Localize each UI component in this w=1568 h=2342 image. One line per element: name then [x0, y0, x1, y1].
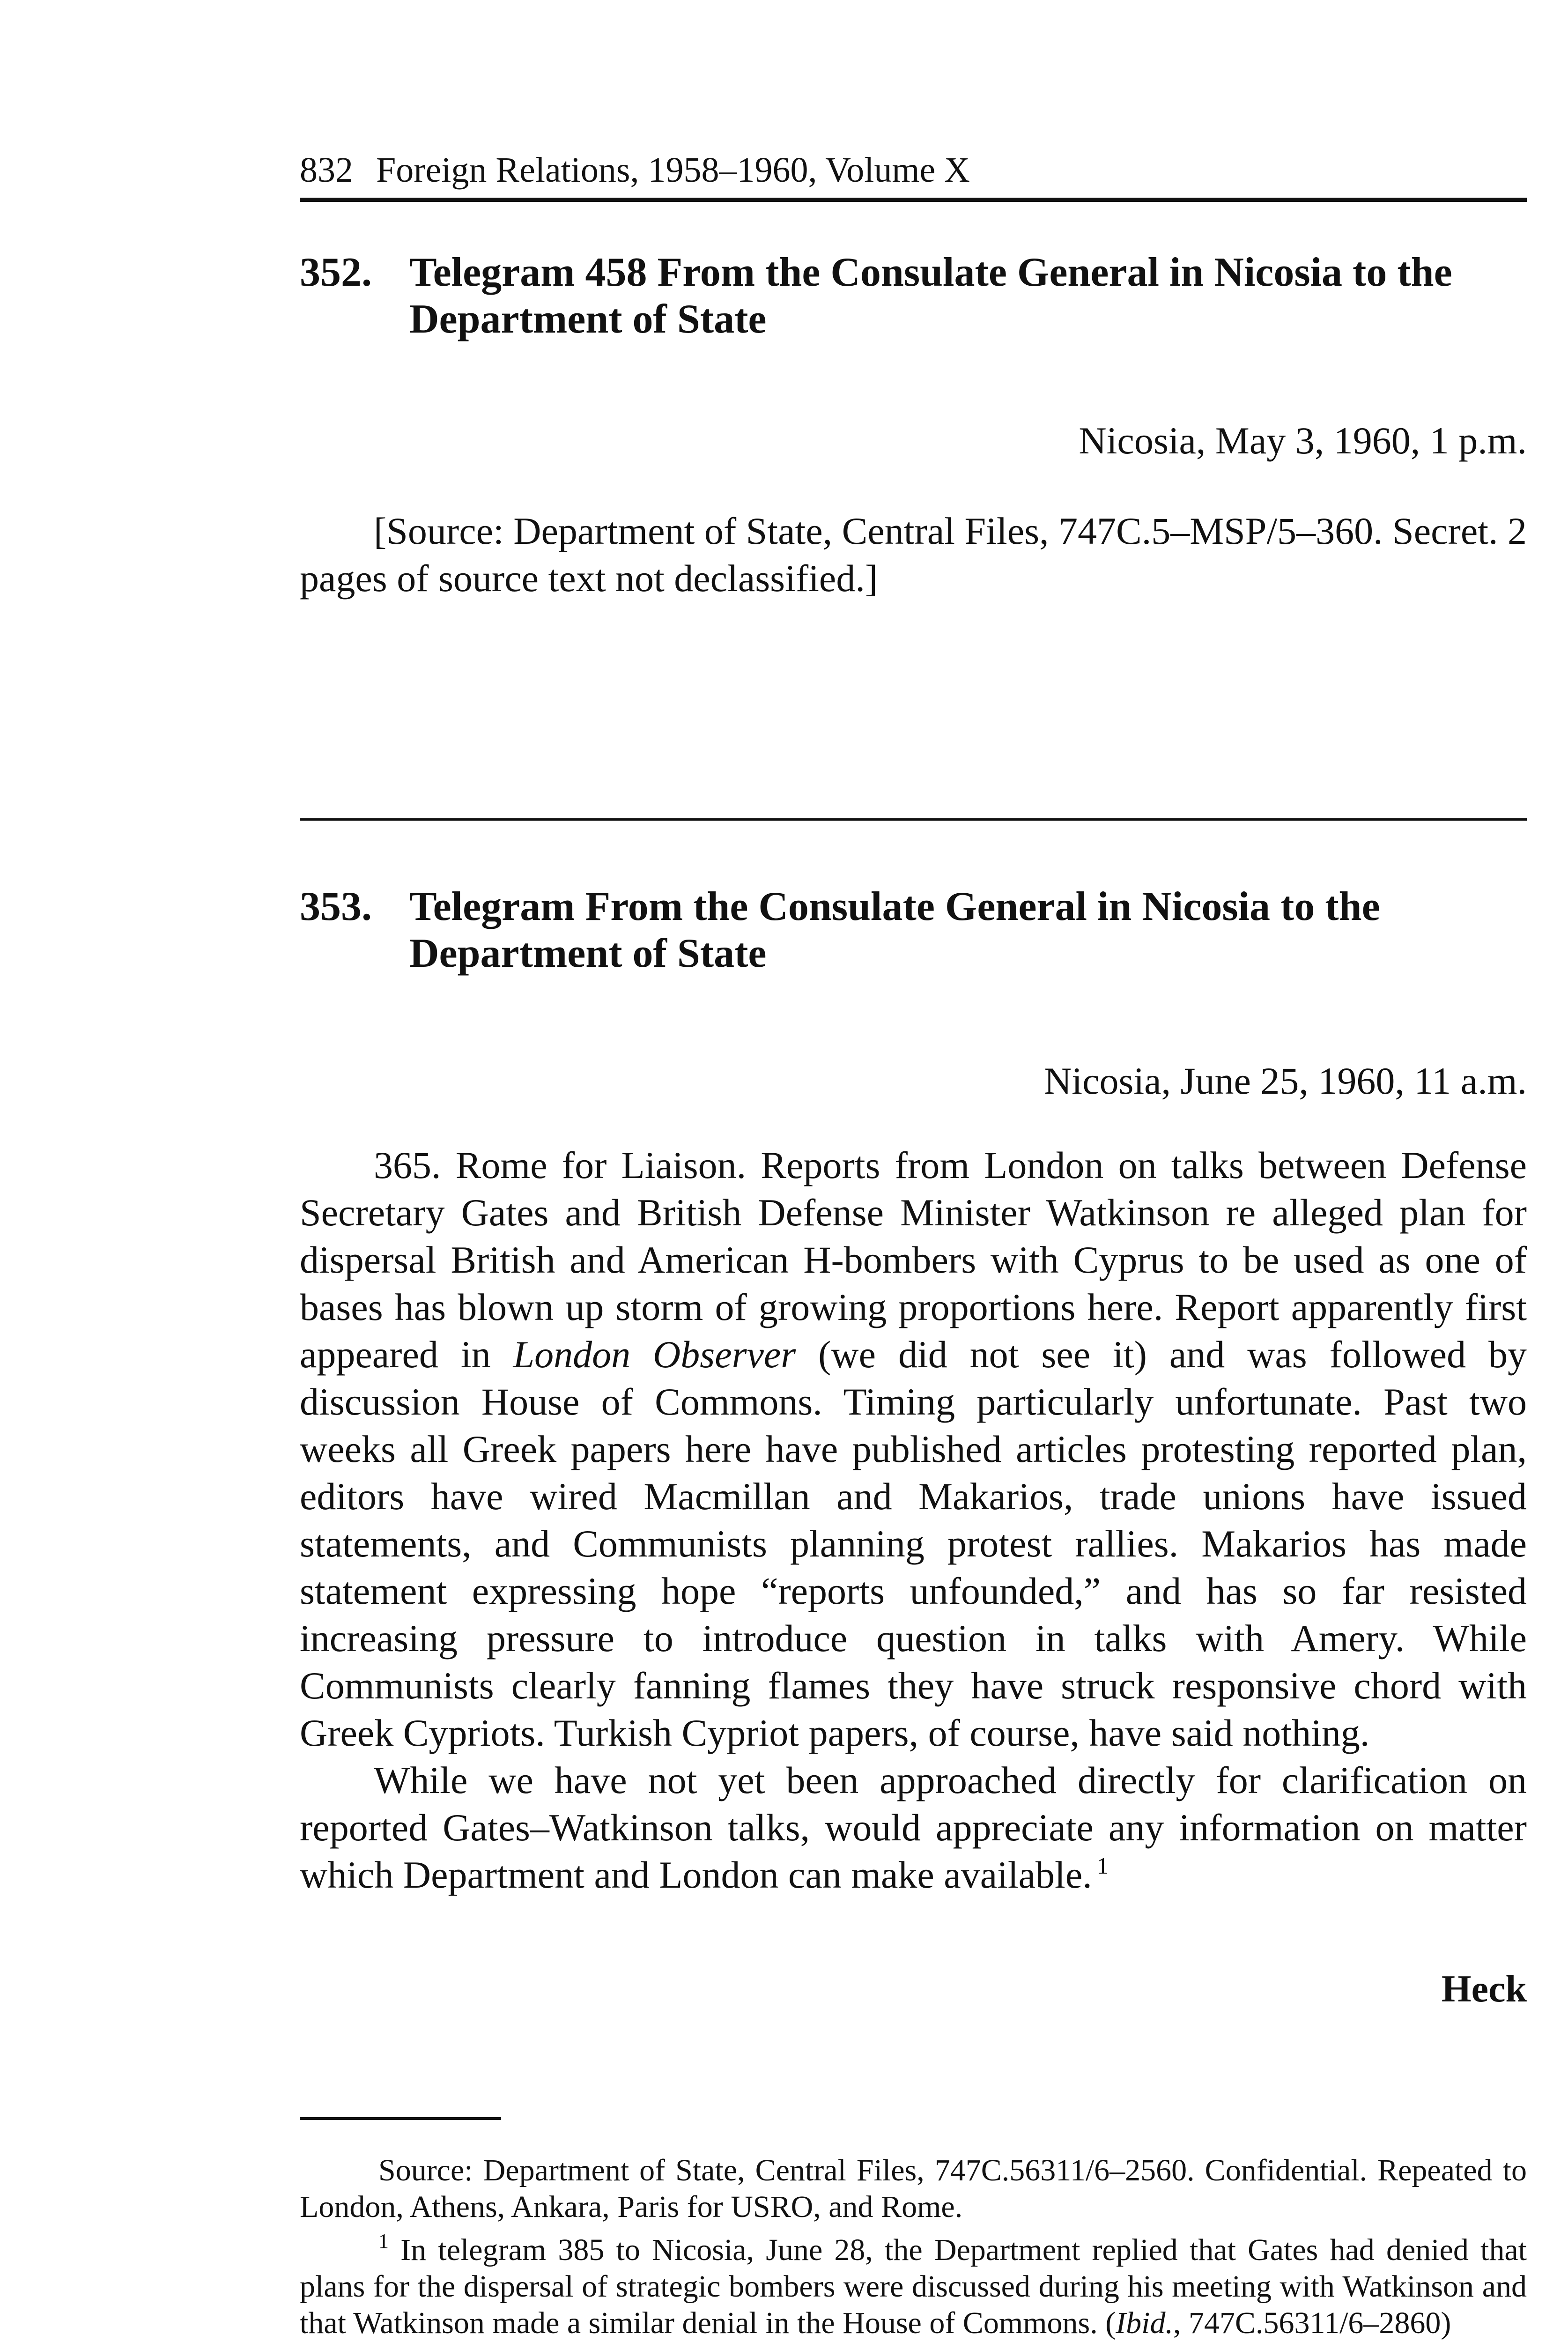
- document-title: Telegram 458 From the Consulate General in Nicosia to the Department of State: [409, 250, 1452, 342]
- footnote-citation: Ibid.: [1116, 2306, 1173, 2340]
- document-number: 352.: [300, 250, 372, 295]
- document-353-heading: [300, 883, 1527, 977]
- footnote-rule: [300, 2117, 501, 2120]
- paragraph-text: (we did not see it) and was followed by discussion House of Commons. Timing particularly unfortunate. Past two weeks all Greek papers here have published articles protesting reported plan, editors have wired Macmillan and Makarios, trade unions have issued statements, and Communists planning protest rallies. Makarios has made statement expressing hope “reports unfounded,” and has so far resisted increasing pressure to introduce question in talks with Amery. While Communists clearly fanning flames they have struck responsive chord with Greek Cypriots. Turkish Cypriot papers, of course, have said nothing.: [300, 1333, 1527, 1754]
- document-352-body: [300, 507, 1527, 602]
- header-rule: [300, 198, 1527, 202]
- footnote-text: In telegram 385 to Nicosia, June 28, the Department replied that Gates had denied that plans for the dispersal of strategic bombers were discussed during his meeting with Watkinson and that Watkinson made a similar denial in the House of Commons. (: [300, 2233, 1527, 2340]
- document-number: 353.: [300, 884, 372, 929]
- footnote-marker: 1: [378, 2230, 389, 2253]
- footnote-text: , 747C.56311/6–2860): [1173, 2306, 1451, 2340]
- document-separator-rule: [300, 818, 1527, 821]
- document-353-body: [300, 1141, 1527, 1898]
- telegram-paragraph-2: [300, 1756, 1527, 1898]
- source-footnote: Source: Department of State, Central Files, 747C.56311/6–2560. Confidential. Repeated to London, Athens, Ankara, Paris for USRO, and Rome.: [300, 2153, 1527, 2224]
- paragraph-text: 365. Rome for Liaison. Reports from London on talks between Defense Secretary Gates and British Defense Minister Watkinson re alleged plan for dispersal British and American H-bombers with Cyprus to be used as one of bases has blown up storm of growing proportions here. Report apparently first appeared in: [300, 1144, 1527, 1376]
- document-352-dateline: Nicosia, May 3, 1960, 1 p.m.: [1079, 419, 1527, 462]
- telegram-paragraph-1: [300, 1141, 1527, 1756]
- volume-title: Foreign Relations, 1958–1960, Volume X: [376, 150, 970, 190]
- signature: Heck: [1441, 1967, 1527, 2010]
- footnotes: [300, 2152, 1527, 2342]
- page-number: 832: [300, 150, 353, 190]
- paragraph-text: While we have not yet been approached directly for clarification on reported Gates–Watkinson talks, would appreciate any information on matter which Department and London can make available.: [300, 1759, 1527, 1896]
- running-head: [300, 149, 970, 191]
- publication-title: London Observer: [513, 1333, 796, 1376]
- footnote-reference: 1: [1096, 1853, 1109, 1879]
- source-note-paragraph: [Source: Department of State, Central Files, 747C.5–MSP/5–360. Secret. 2 pages of source text not declassified.]: [300, 510, 1527, 600]
- footnote-1: [300, 2232, 1527, 2342]
- document-352-heading: [300, 249, 1527, 343]
- document-353-dateline: Nicosia, June 25, 1960, 11 a.m.: [1044, 1060, 1527, 1102]
- document-title: Telegram From the Consulate General in Nicosia to the Department of State: [409, 884, 1380, 976]
